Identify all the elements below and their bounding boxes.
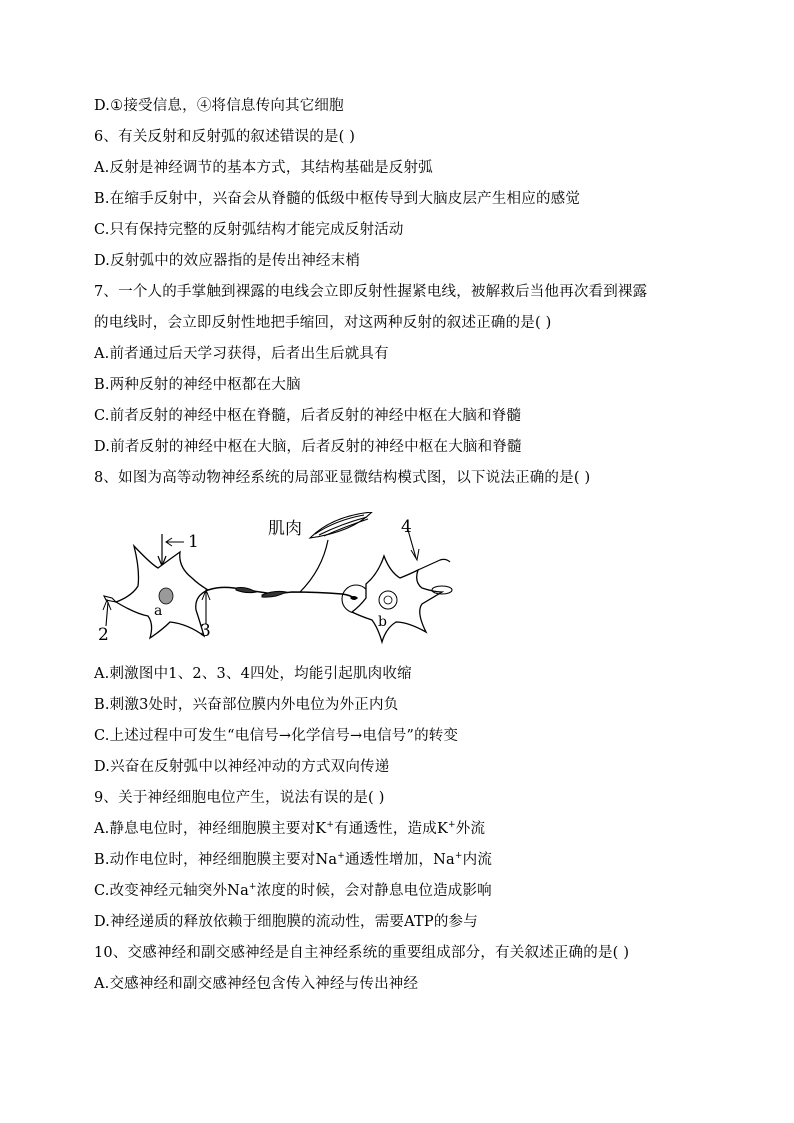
question-9-option-a: A.静息电位时，神经细胞膜主要对K+有通透性，造成K+外流: [94, 820, 486, 837]
question-7-stem-line2: 的电线时，会立即反射性地把手缩回，对这两种反射的叙述正确的是( ): [94, 315, 552, 331]
label-1: 1: [188, 532, 199, 552]
question-8-option-d: D.兴奋在反射弧中以神经冲动的方式双向传递: [94, 759, 390, 775]
question-7-option-b: B.两种反射的神经中枢都在大脑: [94, 377, 301, 393]
label-b: b: [378, 614, 387, 630]
question-10-option-a: A.交感神经和副交感神经包含传入神经与传出神经: [94, 976, 419, 992]
neuron-diagram: [96, 512, 456, 648]
question-8-stem: 8、如图为高等动物神经系统的局部亚显微结构模式图，以下说法正确的是( ): [94, 470, 591, 486]
question-7-option-d: D.前者反射的神经中枢在大脑，后者反射的神经中枢在大脑和脊髓: [94, 439, 522, 455]
question-7-stem-line1: 7、一个人的手掌触到裸露的电线会立即反射性握紧电线，被解救后当他再次看到裸露: [94, 284, 648, 300]
question-6-option-c: C.只有保持完整的反射弧结构才能完成反射活动: [94, 222, 404, 238]
question-9-option-c: C.改变神经元轴突外Na+浓度的时候，会对静息电位造成影响: [94, 882, 492, 899]
line-q5-d: D.①接受信息，④将信息传向其它细胞: [94, 98, 344, 114]
question-6-option-a: A.反射是神经调节的基本方式，其结构基础是反射弧: [94, 160, 433, 176]
label-4: 4: [401, 517, 412, 537]
question-8-option-c: C.上述过程中可发生“电信号→化学信号→电信号”的转变: [94, 728, 459, 744]
muscle-shape: [310, 512, 372, 538]
muscle-label: 肌肉: [268, 519, 302, 539]
nucleus-left: [159, 588, 173, 604]
question-6-option-d: D.反射弧中的效应器指的是传出神经末梢: [94, 253, 361, 269]
question-6-option-b: B.在缩手反射中，兴奋会从脊髓的低级中枢传导到大脑皮层产生相应的感觉: [94, 191, 581, 207]
label-2: 2: [98, 625, 109, 645]
question-8-option-a: A.刺激图中1、2、3、4四处，均能引起肌肉收缩: [94, 666, 412, 682]
question-9-option-d: D.神经递质的释放依赖于细胞膜的流动性，需要ATP的参与: [94, 914, 478, 930]
question-7-option-c: C.前者反射的神经中枢在脊髓，后者反射的神经中枢在大脑和脊髓: [94, 408, 522, 424]
question-8-option-b: B.刺激3处时，兴奋部位膜内外电位为外正内负: [94, 697, 399, 713]
question-6-stem: 6、有关反射和反射弧的叙述错误的是( ): [94, 129, 356, 145]
label-3: 3: [200, 621, 211, 641]
question-9-option-b: B.动作电位时，神经细胞膜主要对Na+通透性增加，Na+内流: [94, 851, 493, 868]
question-9-stem: 9、关于神经细胞电位产生，说法有误的是( ): [94, 790, 385, 806]
question-10-stem: 10、交感神经和副交感神经是自主神经系统的重要组成部分，有关叙述正确的是( ): [94, 945, 630, 961]
label-a: a: [154, 603, 163, 619]
question-7-option-a: A.前者通过后天学习获得，后者出生后就具有: [94, 346, 389, 362]
